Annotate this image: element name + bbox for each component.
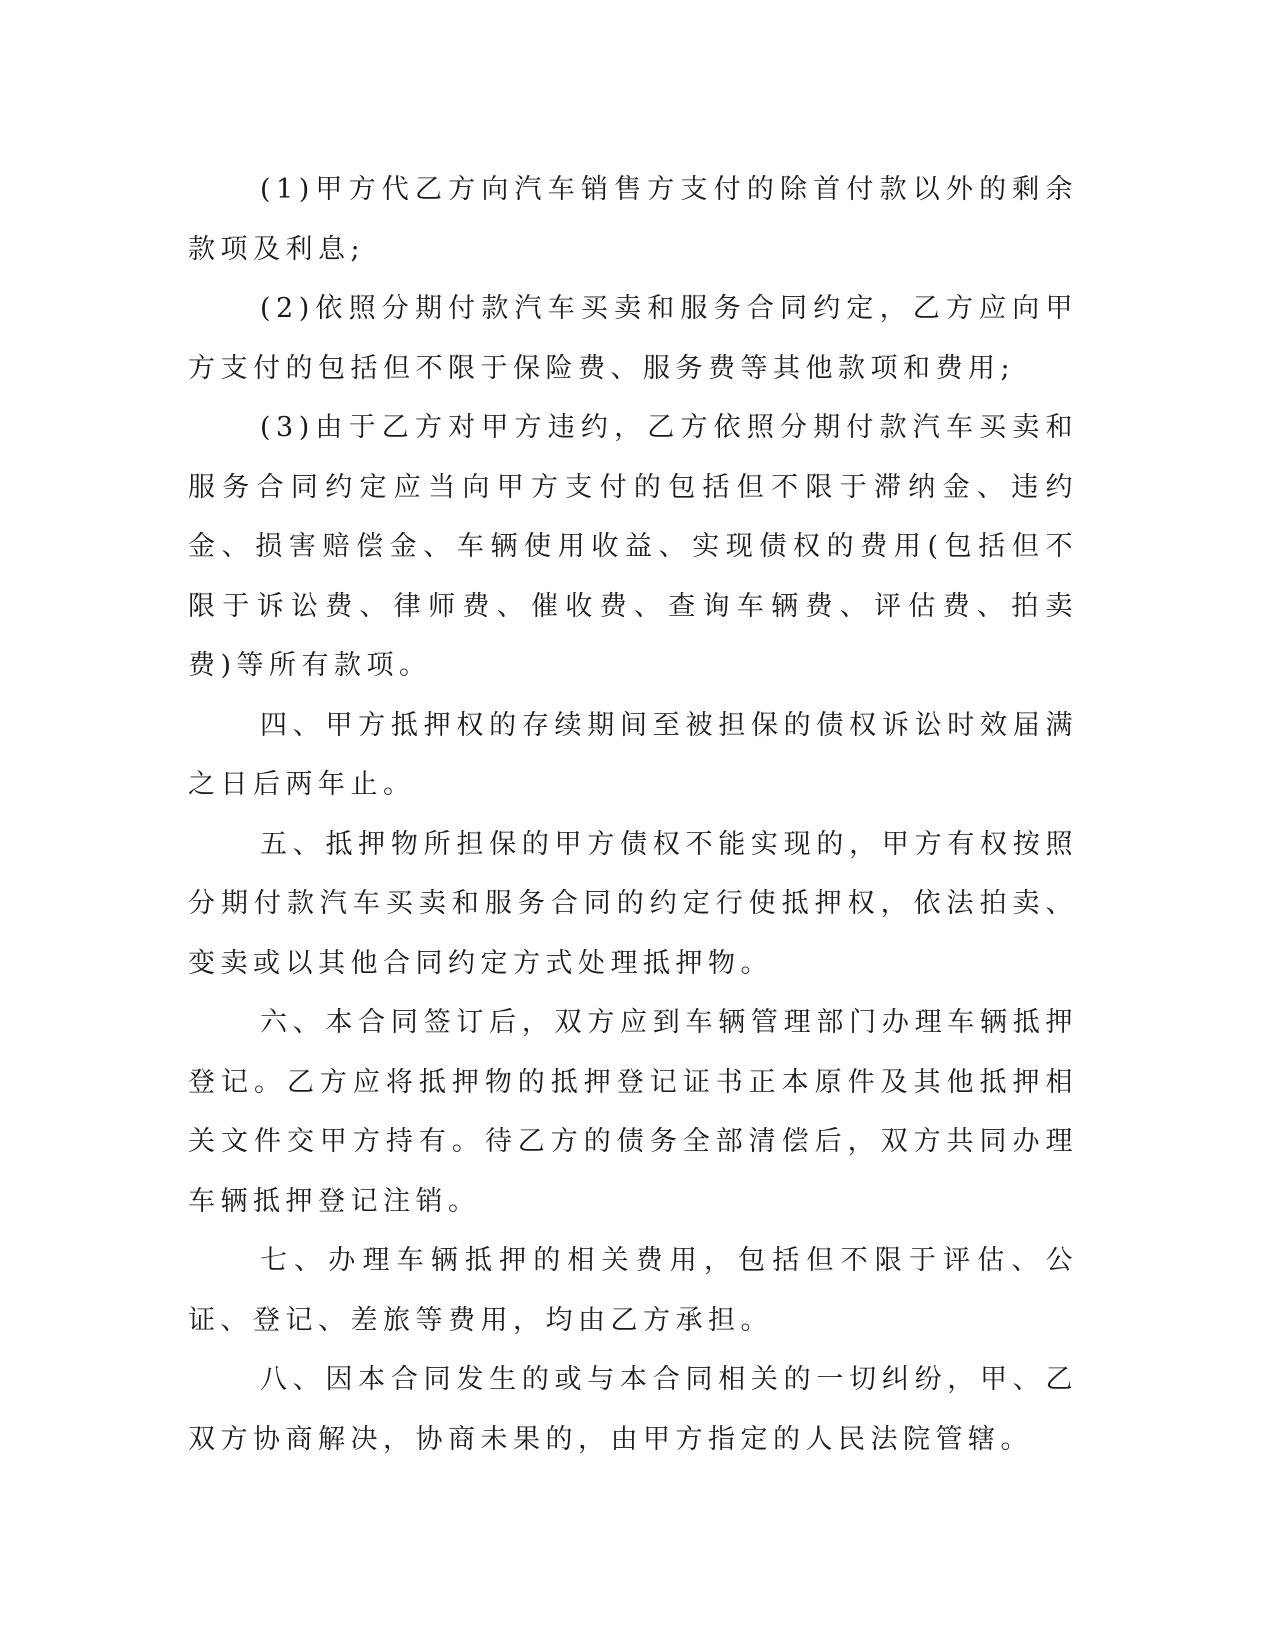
clause-8: 八、因本合同发生的或与本合同相关的一切纠纷，甲、乙双方协商解决，协商未果的，由甲方指定的人民法院管辖。	[188, 1364, 1078, 1455]
clause-3-item-3: (3)由于乙方对甲方违约，乙方依照分期付款汽车买卖和服务合同约定应当向甲方支付的包括但不限于滞纳金、违约金、损害赔偿金、车辆使用收益、实现债权的费用(包括但不限于诉讼费、律师费、催收费、查询车辆费、评估费、拍卖费)等所有款项。	[188, 412, 1078, 681]
clause-5: 五、抵押物所担保的甲方债权不能实现的，甲方有权按照分期付款汽车买卖和服务合同的约定行使抵押权，依法拍卖、变卖或以其他合同约定方式处理抵押物。	[188, 828, 1078, 979]
clause-6: 六、本合同签订后，双方应到车辆管理部门办理车辆抵押登记。乙方应将抵押物的抵押登记证书正本原件及其他抵押相关文件交甲方持有。待乙方的债务全部清偿后，双方共同办理车辆抵押登记注销。	[188, 1007, 1078, 1217]
clause-3-item-1: (1)甲方代乙方向汽车销售方支付的除首付款以外的剩余款项及利息;	[188, 174, 1078, 265]
clause-4: 四、甲方抵押权的存续期间至被担保的债权诉讼时效届满之日后两年止。	[188, 709, 1078, 800]
clause-3-item-2: (2)依照分期付款汽车买卖和服务合同约定，乙方应向甲方支付的包括但不限于保险费、服务费等其他款项和费用;	[188, 293, 1078, 384]
document-body	[188, 160, 1078, 1469]
clause-7: 七、办理车辆抵押的相关费用，包括但不限于评估、公证、登记、差旅等费用，均由乙方承担。	[188, 1245, 1078, 1336]
